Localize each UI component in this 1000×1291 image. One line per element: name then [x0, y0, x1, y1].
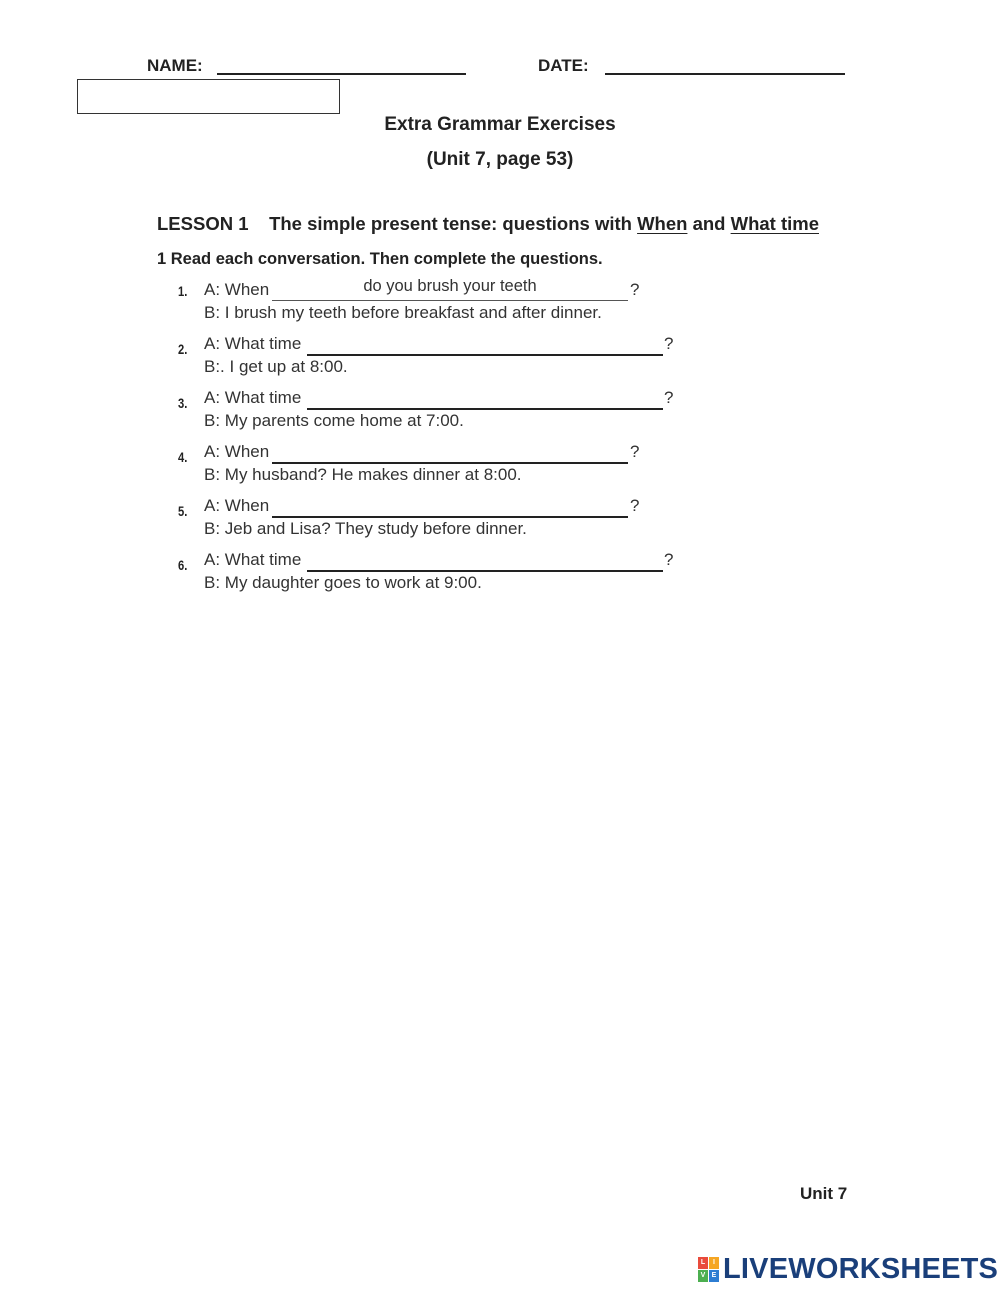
answer-input[interactable] — [272, 440, 628, 462]
answer-line: B:. I get up at 8:00. — [204, 357, 348, 376]
answer-line: B: My daughter goes to work at 9:00. — [204, 573, 482, 592]
keyword-connector: and — [692, 213, 726, 234]
answer-field[interactable] — [272, 440, 628, 464]
answer-line: B: My parents come home at 7:00. — [204, 411, 464, 430]
exercise-item-1 — [0, 278, 1000, 332]
answer-input[interactable] — [272, 494, 628, 516]
answer-input[interactable] — [307, 548, 663, 570]
item-number: 3. — [178, 395, 188, 411]
answer-field[interactable] — [307, 332, 663, 356]
answer-line: B: I brush my teeth before breakfast and after dinner. — [204, 303, 602, 322]
exercise-item-4 — [0, 440, 1000, 494]
worksheet-subtitle: (Unit 7, page 53) — [426, 149, 574, 170]
item-number: 2. — [178, 341, 188, 357]
instruction-text: 1 Read each conversation. Then complete the questions. — [157, 250, 603, 268]
item-number: 1. — [178, 283, 188, 299]
logo-block-e: E — [709, 1270, 719, 1282]
exercise-item-5 — [0, 494, 1000, 548]
exercise-item-2 — [0, 332, 1000, 386]
keyword-what-time: What time — [730, 213, 819, 234]
item-number: 5. — [178, 503, 188, 519]
logo-block-i: I — [709, 1257, 719, 1269]
question-prefix: A: When — [204, 496, 270, 515]
question-prefix: A: When — [204, 442, 270, 461]
question-mark: ? — [630, 442, 640, 461]
answer-field[interactable] — [272, 278, 628, 301]
worksheet-title: Extra Grammar Exercises — [384, 114, 616, 135]
answer-input[interactable] — [307, 386, 663, 408]
question-mark: ? — [630, 496, 640, 515]
question-mark: ? — [630, 280, 640, 299]
question-prefix: A: When — [204, 280, 270, 299]
logo-block-v: V — [698, 1270, 708, 1282]
question-mark: ? — [664, 334, 674, 353]
lesson-heading — [157, 213, 819, 235]
name-line — [217, 73, 466, 75]
question-mark: ? — [664, 550, 674, 569]
question-prefix: A: What time — [204, 388, 302, 407]
cover-box — [77, 79, 340, 114]
lesson-label: LESSON 1 — [157, 213, 249, 234]
question-prefix: A: What time — [204, 550, 302, 569]
item-number: 4. — [178, 449, 188, 465]
answer-field[interactable] — [307, 548, 663, 572]
exercise-item-3 — [0, 386, 1000, 440]
answer-input[interactable] — [307, 332, 663, 354]
question-prefix: A: What time — [204, 334, 302, 353]
answer-input[interactable] — [272, 276, 628, 298]
unit-footer: Unit 7 — [800, 1184, 848, 1203]
answer-field[interactable] — [307, 386, 663, 410]
exercise-item-6 — [0, 548, 1000, 602]
lesson-heading-text: The simple present tense: questions with — [269, 213, 632, 234]
liveworksheets-logo — [698, 1253, 998, 1286]
date-line — [605, 73, 845, 75]
name-label: NAME: — [147, 56, 203, 75]
answer-line: B: Jeb and Lisa? They study before dinner. — [204, 519, 527, 538]
question-mark: ? — [664, 388, 674, 407]
answer-line: B: My husband? He makes dinner at 8:00. — [204, 465, 522, 484]
answer-field[interactable] — [272, 494, 628, 518]
date-label: DATE: — [538, 56, 589, 75]
logo-text: LIVEWORKSHEETS — [723, 1253, 999, 1285]
item-number: 6. — [178, 557, 188, 573]
logo-blocks-icon — [698, 1257, 720, 1283]
keyword-when: When — [637, 213, 688, 234]
logo-block-l: L — [698, 1257, 708, 1269]
